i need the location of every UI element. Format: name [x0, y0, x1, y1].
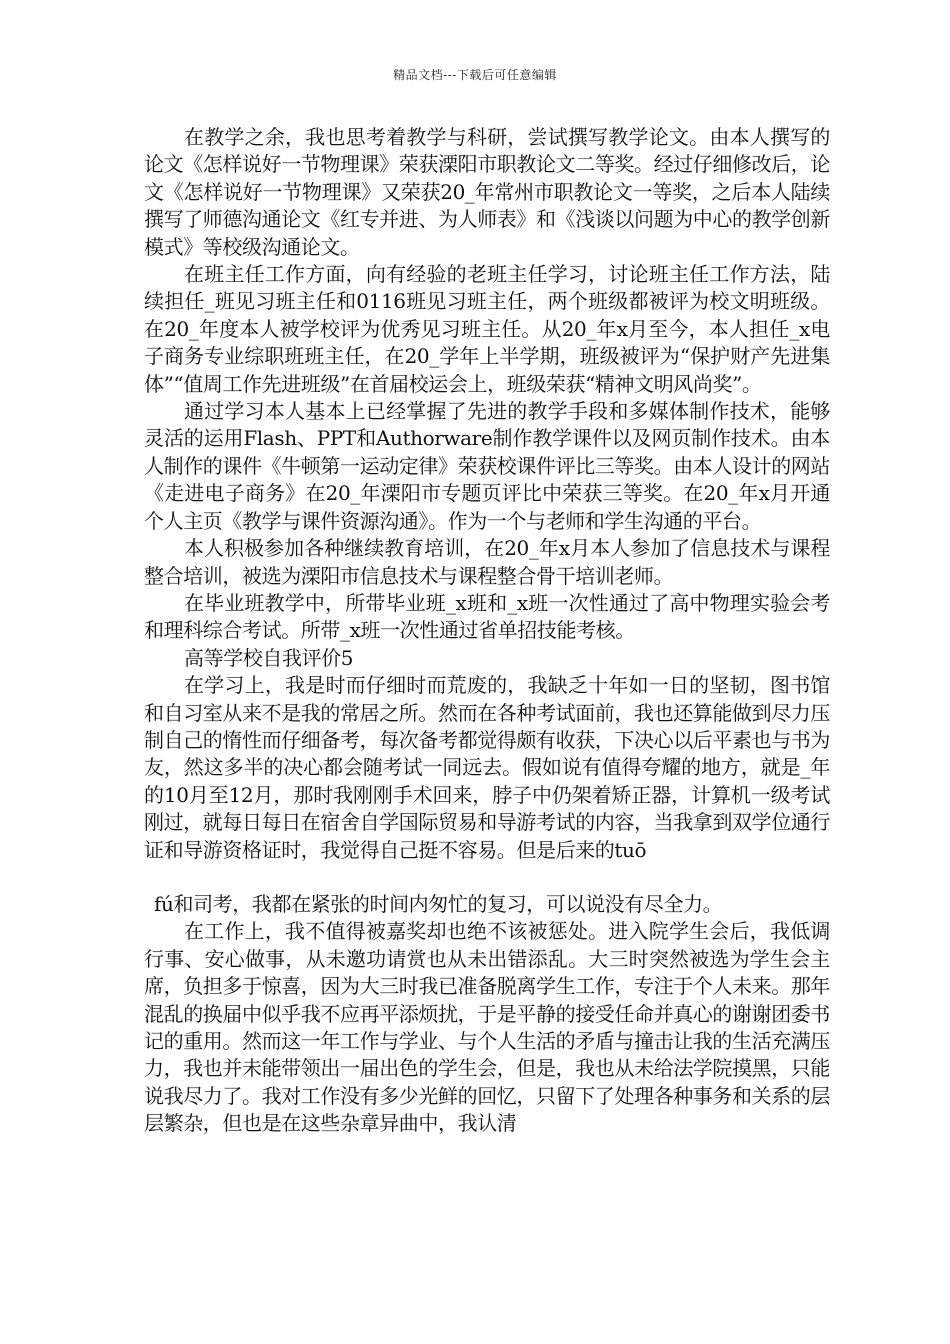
paragraph-graduating-class: 在毕业班教学中，所带毕业班_x班和_x班一次性通过了高中物理实验会考和理科综合考试。所带_x班一次性通过省单招技能考核。 — [144, 590, 830, 643]
paragraph-study: 在学习上，我是时而仔细时而荒废的，我缺乏十年如一日的坚韧，图书馆和自习室从来不是我的常居之所。然而在各种考试面前，我也还算能做到尽力压制自己的惰性而仔细备考，每次备考都觉得颇有收获，下决心以后平素也与书为友，然这多半的决心都会随考试一同远去。假如说有值得夸耀的地方，就是_年的10月至12月，那时我刚刚手术回来，脖子中仍架着矫正器，计算机一级考试刚过，就每日每日在宿舍自学国际贸易和导游考试的内容，当我拿到双学位通行证和导游资格证时，我觉得自己挺不容易。但是后来的tuō — [144, 673, 830, 862]
paragraph-training: 本人积极参加各种继续教育培训，在20_年x月本人参加了信息技术与课程整合培训，被选为溧阳市信息技术与课程整合骨干培训老师。 — [144, 536, 830, 588]
paragraph-work: 在工作上，我不值得被嘉奖却也绝不该被惩处。进入院学生会后，我低调行事、安心做事，从未邀功请赏也从未出错添乱。大三时突然被选为学生会主席，负担多于惊喜，因为大三时我已准备脱离学生工作，专注于个人未来。那年混乱的换届中似乎我不应再平添烦扰，于是平静的接受任命并真心的谢谢团委书记的重用。然而这一年工作与学业、与个人生活的矛盾与撞击让我的生活充满压力，我也并未能带领出一届出色的学生会，但是，我也从未给法学院摸黑，只能说我尽力了。我对工作没有多少光鲜的回忆，只留下了处理各种事务和关系的层层繁杂，但也是在这些杂章异曲中，我认清 — [144, 919, 830, 1136]
paragraph-teaching-research: 在教学之余，我也思考着教学与科研，尝试撰写教学论文。由本人撰写的论文《怎样说好一节物理课》荣获溧阳市职教论文二等奖。经过仔细修改后，论文《怎样说好一节物理课》又荣获20_年常州市职教论文一等奖，之后本人陆续撰写了师德沟通论文《红专并进、为人师表》和《浅谈以问题为中心的教学创新模式》等校级沟通论文。 — [144, 125, 830, 259]
paragraph-study-continued: fú和司考，我都在紧张的时间内匆忙的复习，可以说没有尽全力。 — [154, 891, 723, 916]
document-body — [144, 124, 830, 1138]
section-heading: 高等学校自我评价5 — [184, 645, 354, 670]
page-header: 精品文档---下载后可任意编辑 — [393, 68, 557, 82]
paragraph-multimedia: 通过学习本人基本上已经掌握了先进的教学手段和多媒体制作技术，能够灵活的运用Flash、PPT和Authorware制作教学课件以及网页制作技术。由本人制作的课件《牛顿第一运动定律》荣获校课件评比三等奖。由本人设计的网站《走进电子商务》在20_年溧阳市专题页评比中荣获三等奖。在20_年x月开通个人主页《教学与课件资源沟通》。作为一个与老师和学生沟通的平台。 — [144, 399, 830, 533]
paragraph-class-teacher: 在班主任工作方面，向有经验的老班主任学习，讨论班主任工作方法，陆续担任_班见习班主任和0116班见习班主任，两个班级都被评为校文明班级。在20_年度本人被学校评为优秀见习班主任。从20_年x月至今，本人担任_x电子商务专业综职班班主任，在20_学年上半学期，班级被评为“保护财产先进集体”“值周工作先进班级”在首届校运会上，班级荣获“精神文明风尚奖”。 — [144, 262, 830, 396]
